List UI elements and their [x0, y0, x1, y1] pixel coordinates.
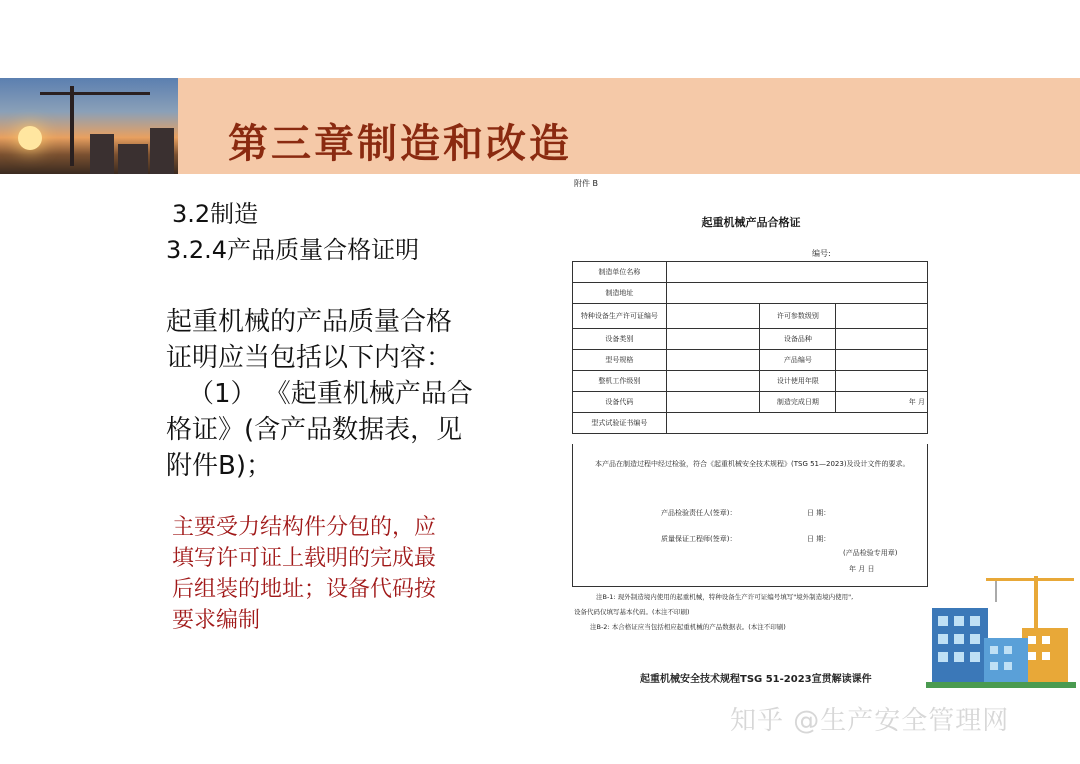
qa-engineer-signature-label: 质量保证工程师(签章)： [661, 535, 737, 543]
form-title: 起重机械产品合格证 [701, 216, 801, 229]
inspection-statement-box [572, 444, 928, 587]
inspector-signature-label: 产品检验责任人(签章)： [661, 509, 737, 517]
table-row: 设备代码 制造完成日期 年 月 [573, 392, 928, 413]
stamp-date: 年 月 日 [849, 565, 875, 573]
table-row: 设备类别 设备品种 [573, 329, 928, 350]
inspection-statement: 本产品在制造过程中经过检验，符合《起重机械安全技术规程》(TSG 51—2023)及设计文件的要求。 [595, 460, 910, 468]
form-notes: 注B-1: 现外制造境内使用的起重机械，特种设备生产许可证编号填写"境外制造境内使用", 设备代码仅填写基本代码。(本注不印刷) 注B-2: 本合格证应当包括相应起重机械的产品数据表。(本注不印刷) [574, 593, 854, 631]
certificate-table [572, 261, 928, 434]
table-row: 型号规格 产品编号 [573, 350, 928, 371]
body-paragraph: 起重机械的产品质量合格 证明应当包括以下内容： （1） 《起重机械产品合 格证》(含产品数据表，见 附件B)； [166, 307, 473, 481]
table-row: 制造单位名称 [573, 262, 928, 283]
construction-sunset-image [0, 78, 178, 174]
table-row: 制造地址 [573, 283, 928, 304]
qa-date-label: 日 期： [807, 535, 831, 543]
watermark: 知乎 @生产安全管理网 [730, 706, 1010, 736]
table-row: 型式试验证书编号 [573, 413, 928, 434]
chapter-title: 第三章制造和改造 [228, 120, 572, 167]
inspector-date-label: 日 期： [807, 509, 831, 517]
course-footer: 起重机械安全技术规程TSG 51-2023宣贯解读课件 [640, 674, 872, 685]
highlight-note: 主要受力结构件分包的，应 填写许可证上载明的完成最 后组装的地址；设备代码按 要求编制 [172, 515, 437, 633]
city-construction-icon [926, 568, 1076, 688]
section-heading: 3.2制造 [172, 200, 259, 228]
attachment-label: 附件 B [574, 179, 599, 188]
subsection-heading: 3.2.4产品质量合格证明 [166, 236, 420, 264]
inspection-stamp-label: (产品检验专用章) [843, 549, 898, 557]
serial-label: 编号: [812, 249, 831, 258]
table-row: 整机工作级别 设计使用年限 [573, 371, 928, 392]
table-row: 特种设备生产许可证编号 许可参数级别 [573, 304, 928, 329]
